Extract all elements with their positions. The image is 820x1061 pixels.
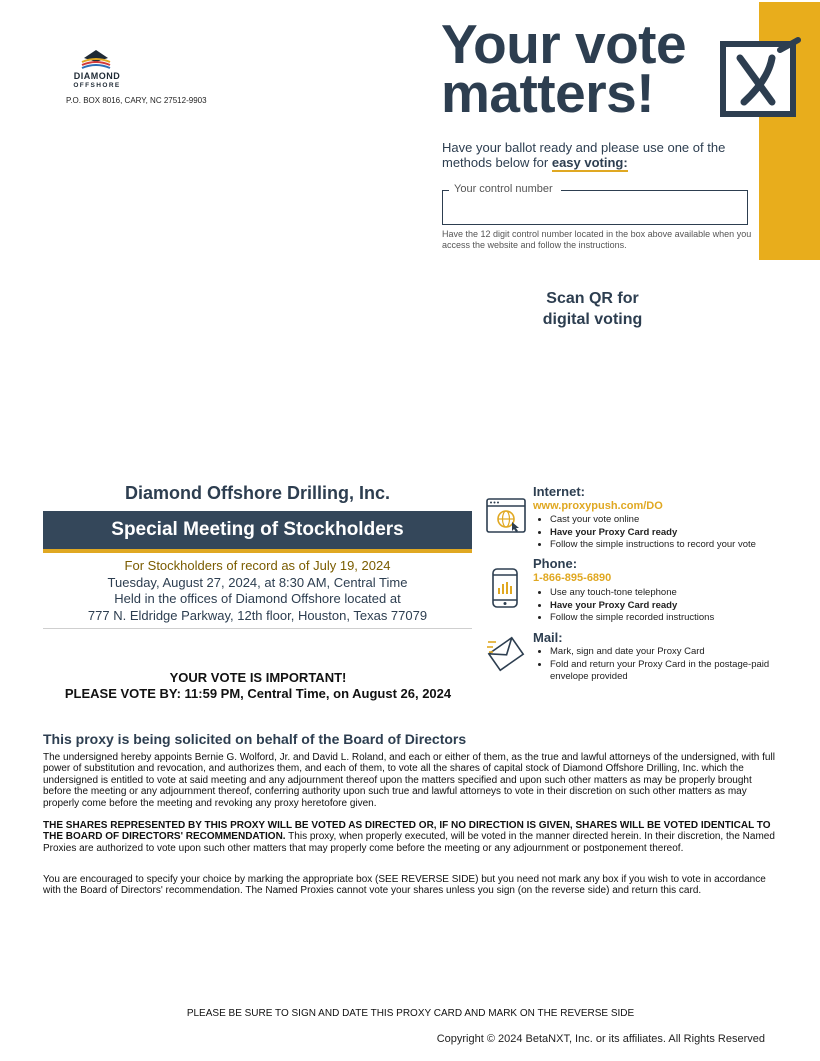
headline-line1: Your vote (441, 13, 687, 75)
list-item (550, 527, 810, 540)
proxy-paragraph-2 (43, 820, 778, 854)
vote-important-notice (43, 670, 473, 702)
phone-title: Phone: (533, 556, 578, 571)
list-item: • Mark, sign and date your Proxy Card (550, 646, 810, 659)
list-item (550, 600, 810, 613)
sign-reminder: PLEASE BE SURE TO SIGN AND DATE THIS PROXY CARD AND MARK ON THE REVERSE SIDE (186, 1008, 635, 1019)
meeting-location-intro: Held in the offices of Diamond Offshore located at (114, 591, 401, 606)
internet-title: Internet: (533, 484, 585, 499)
meeting-details (43, 558, 472, 624)
logo-line2: OFFSHORE (73, 82, 121, 89)
internet-browser-icon (486, 498, 526, 534)
scan-qr-line1: Scan QR for (546, 290, 639, 307)
meeting-datetime: Tuesday, August 27, 2024, at 8:30 AM, Central Time (107, 574, 408, 590)
list-item: • Cast your vote online (550, 514, 810, 527)
proxy-paragraph-2-rest: This proxy, when properly executed, will be voted in the manner directed herein. In their discretion, the Named Proxies are authorized to vote upon such other matters that may properly come before the meeting or any adjournment or postponement thereof. (43, 831, 775, 854)
list-item-bold: Have your Proxy Card ready (550, 526, 678, 538)
list-item: • Use any touch-tone telephone (550, 587, 810, 600)
meeting-record-date: For Stockholders of record as of July 19, 2024 (124, 558, 391, 573)
proxy-heading: This proxy is being solicited on behalf of the Board of Directors (43, 731, 467, 747)
divider (43, 628, 472, 629)
proxy-paragraph-2-bold: THE SHARES REPRESENTED BY THIS PROXY WILL BE VOTED AS DIRECTED OR, IF NO DIRECTION IS GIVEN, SHARES WILL BE VOTED IDENTICAL TO THE BOARD OF DIRECTORS' RECOMMENDATION. (43, 820, 771, 843)
list-item: • Fold and return your Proxy Card in the postage-paid envelope provided (550, 659, 810, 684)
copyright: Copyright © 2024 BetaNXT, Inc. or its affiliates. All Rights Reserved (436, 1033, 765, 1045)
control-number-note: Have the 12 digit control number located in the box above available when you access the website and follow the instructions. (442, 229, 752, 250)
mail-title: Mail: (533, 630, 563, 645)
ballot-text: Have your ballot ready and please use one of the methods below for (442, 140, 726, 170)
internet-link[interactable]: www.proxypush.com/DO (533, 500, 663, 512)
ballot-checkbox-icon (720, 36, 804, 122)
scan-qr-text (520, 288, 665, 330)
headline (441, 13, 741, 124)
control-number-label: Your control number (450, 183, 557, 195)
headline-line2: matters! (441, 62, 655, 124)
ballot-emphasis: easy voting: (551, 155, 628, 170)
proxy-paragraph-1: The undersigned hereby appoints Bernie G. Wolford, Jr. and David L. Roland, and each or either of them, as the true and lawful attorneys of the undersigned, with full power of substitution and revocation, and authorizes them, and each of them, to vote all the shares of capital stock of Diamond Offshore Drilling, Inc. which the undersigned is entitled to vote at said meeting and any adjournment thereof upon the matters specified and upon such other matters as may be properly brought before the meeting or any adjournment thereof, conferring authority upon such true and lawful attorneys to vote in their discretion on such other matters as may properly come before the meeting and revoking any proxy heretofore given. (43, 752, 775, 809)
ballot-instructions (442, 140, 742, 170)
control-number-box (442, 190, 748, 225)
meeting-address: 777 N. Eldridge Parkway, 12th floor, Houston, Texas 77079 (87, 607, 428, 623)
list-item-bold: Have your Proxy Card ready (550, 599, 678, 611)
proxy-paragraph-3: You are encouraged to specify your choice by marking the appropriate box (SEE REVERSE SIDE) but you need not mark any box if you wish to vote in accordance with the Board of Directors' recommendation. The Named Proxies cannot vote your shares unless you sign (on the reverse side) and return this card. (43, 874, 766, 897)
important-line1: YOUR VOTE IS IMPORTANT! (169, 670, 347, 685)
meeting-title-banner: Special Meeting of Stockholders (43, 511, 472, 553)
diamond-offshore-logo-icon (80, 50, 112, 70)
company-name: Diamond Offshore Drilling, Inc. (124, 483, 391, 503)
internet-steps (533, 514, 810, 552)
mail-steps (533, 646, 810, 684)
list-item: • Follow the simple instructions to record your vote (550, 539, 810, 552)
logo-line1: DIAMOND (73, 71, 121, 81)
scan-qr-line2: digital voting (542, 311, 643, 328)
list-item: • Follow the simple recorded instructions (550, 612, 810, 625)
vote-deadline: PLEASE VOTE BY: 11:59 PM, Central Time, on August 26, 2024 (64, 686, 452, 701)
phone-number[interactable]: 1-866-895-6890 (533, 572, 612, 584)
mail-envelope-icon (486, 634, 526, 674)
return-address: P.O. BOX 8016, CARY, NC 27512-9903 (66, 96, 207, 105)
phone-steps (533, 587, 810, 625)
logo-wordmark (68, 72, 126, 90)
phone-icon (492, 568, 518, 608)
